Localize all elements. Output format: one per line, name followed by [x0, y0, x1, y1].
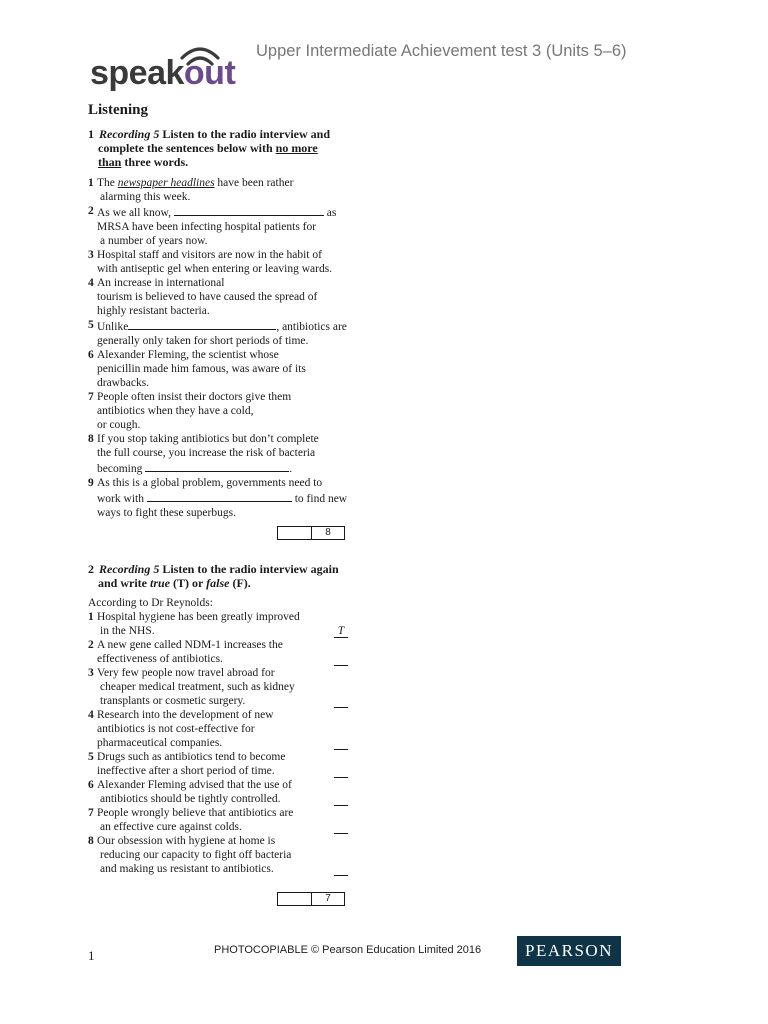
recording-label: Recording 5: [99, 127, 160, 141]
pearson-logo: PEARSON: [517, 936, 621, 966]
exercise-2-score-box: [277, 892, 345, 906]
list-item: 6 Alexander Fleming advised that the use of antibiotics should be tightly controlled.: [88, 779, 292, 805]
list-item: 5 Drugs such as antibiotics tend to become ineffective after a short period of time.: [88, 751, 286, 777]
exercise-2-number: 2: [88, 562, 94, 576]
exercise-2-intro: According to Dr Reynolds:: [88, 597, 213, 609]
list-item: 1 The newspaper headlines have been rather alarming this week.: [88, 177, 294, 203]
exercise-2-instructions: 2 Recording 5 Listen to the radio interview again and write true (T) or false (F).: [88, 562, 339, 590]
example-answer: newspaper headlines: [117, 177, 215, 189]
speakout-logo: [90, 44, 260, 94]
answer-8[interactable]: [334, 863, 348, 876]
score-entry-cell[interactable]: [278, 527, 312, 539]
section-heading: Listening: [88, 102, 149, 118]
recording-label: Recording 5: [99, 562, 160, 576]
logo-speak: speak: [90, 54, 184, 92]
list-item: 1 Hospital hygiene has been greatly improved in the NHS.: [88, 611, 300, 637]
list-item: 8 If you stop taking antibiotics but don’t complete the full course, you increase the risk of bacteria becoming .: [88, 433, 319, 475]
score-entry-cell[interactable]: [278, 893, 312, 905]
score-total: 7: [325, 893, 331, 904]
page-number: 1: [88, 948, 95, 963]
exercise-2-list: [88, 610, 373, 876]
list-item: 7 People often insist their doctors give them antibiotics when they have a cold, or cough.: [88, 391, 292, 431]
answer-blank[interactable]: [128, 318, 276, 330]
exercise-1-score-box: [277, 526, 345, 540]
list-item: 7 People wrongly believe that antibiotics are an effective cure against colds.: [88, 807, 294, 833]
exercise-1-list: [88, 176, 373, 520]
answer-blank[interactable]: [145, 460, 289, 472]
answer-blank[interactable]: [174, 204, 324, 216]
answer-blank[interactable]: [147, 490, 292, 502]
answer-5[interactable]: [334, 765, 348, 778]
list-item: 3 Hospital staff and visitors are now in the habit of with antiseptic gel when entering or leaving wards.: [88, 249, 333, 275]
list-item: 4 Research into the development of new antibiotics is not cost-effective for pharmaceutical companies.: [88, 709, 274, 749]
answer-6[interactable]: [334, 793, 348, 806]
list-item: 2 As we all know, as MRSA have been infecting hospital patients for a number of years now.: [88, 205, 337, 247]
answer-1[interactable]: T: [334, 625, 348, 638]
score-total: 8: [325, 527, 331, 538]
list-item: 2 A new gene called NDM-1 increases the effectiveness of antibiotics.: [88, 639, 283, 665]
answer-7[interactable]: [334, 821, 348, 834]
answer-2[interactable]: [334, 653, 348, 666]
exercise-1-number: 1: [88, 127, 94, 141]
test-title: Upper Intermediate Achievement test 3 (Units 5–6): [256, 42, 627, 60]
logo-out: out: [183, 54, 236, 92]
list-item: 4 An increase in international tourism is believed to have caused the spread of highly resistant bacteria.: [88, 277, 318, 317]
answer-3[interactable]: [334, 695, 348, 708]
exercise-1-instructions: 1 Recording 5 Listen to the radio interview and complete the sentences below with no more than three words.: [88, 127, 331, 169]
list-item: 6 Alexander Fleming, the scientist whose penicillin made him famous, was aware of its drawbacks.: [88, 349, 306, 389]
answer-4[interactable]: [334, 737, 348, 750]
list-item: 8 Our obsession with hygiene at home is reducing our capacity to fight off bacteria and making us resistant to antibiotics.: [88, 835, 292, 875]
list-item: 9 As this is a global problem, governments need to work with to find new ways to fight these superbugs.: [88, 477, 348, 519]
list-item: 5 Unlike , antibiotics are generally only taken for short periods of time.: [88, 319, 347, 347]
copyright-notice: PHOTOCOPIABLE © Pearson Education Limited 2016: [214, 944, 482, 956]
list-item: 3 Very few people now travel abroad for cheaper medical treatment, such as kidney transplants or cosmetic surgery.: [88, 667, 295, 707]
